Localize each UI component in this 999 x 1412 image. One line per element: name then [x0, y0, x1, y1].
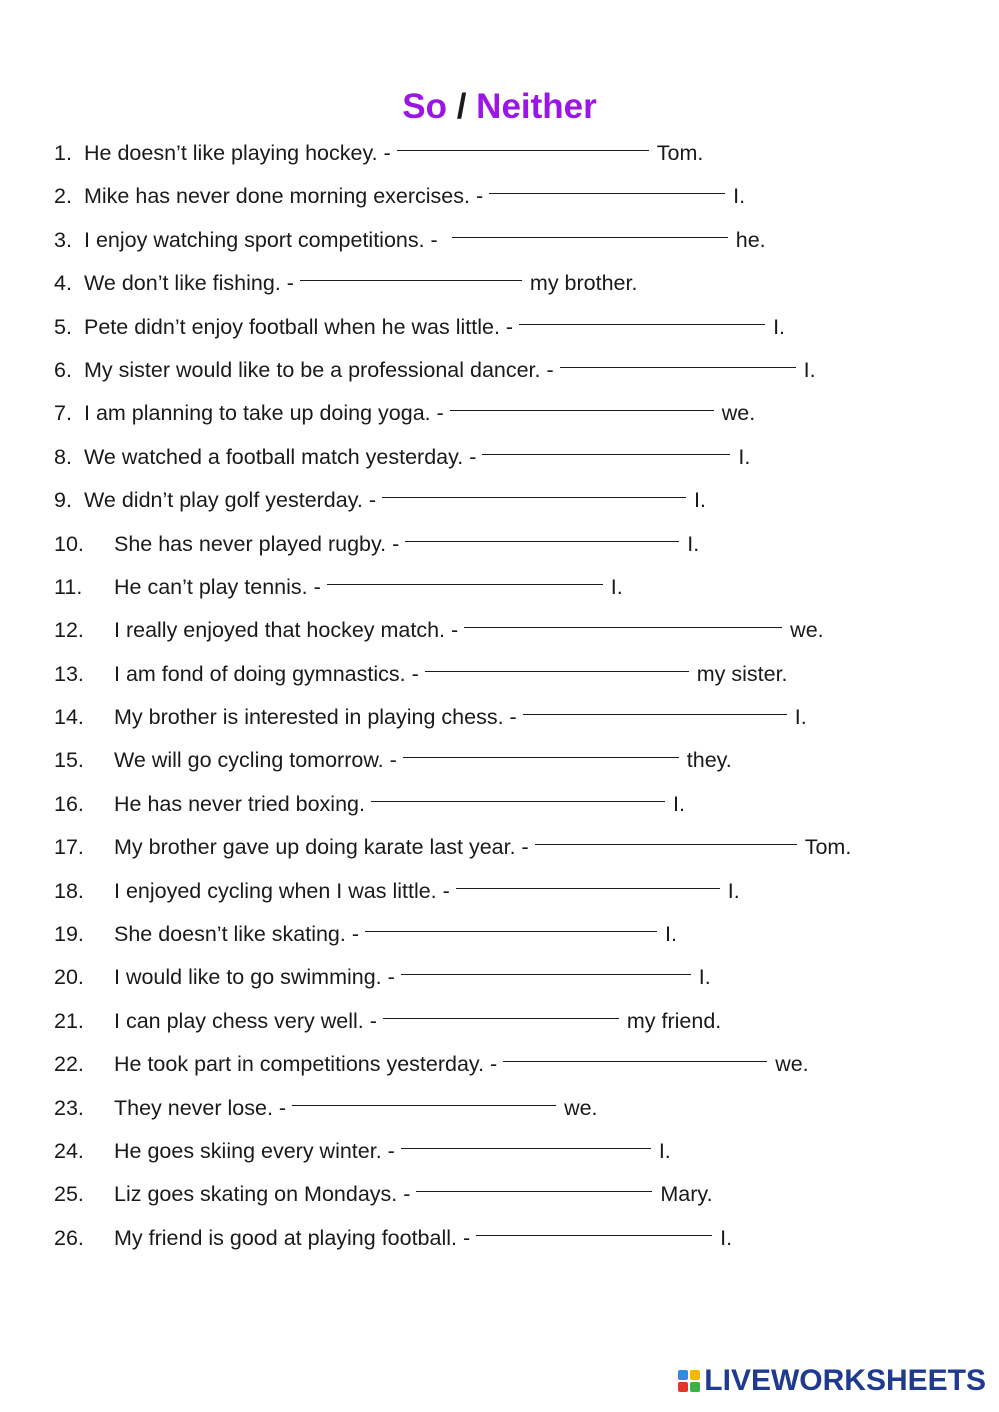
item-sentence: My sister would like to be a professional dancer. -	[84, 357, 554, 382]
item-subject: he.	[735, 227, 766, 252]
item-number: 3.	[54, 227, 72, 252]
item-subject: my sister.	[696, 661, 788, 686]
exercise-item	[54, 1043, 974, 1086]
exercise-item	[54, 566, 974, 609]
answer-blank[interactable]	[450, 392, 714, 411]
item-sentence: He can’t play tennis. -	[114, 574, 321, 599]
exercise-item	[54, 870, 974, 913]
item-sentence: Pete didn’t enjoy football when he was little. -	[84, 314, 514, 339]
item-subject: Tom.	[804, 835, 852, 860]
item-number: 9.	[54, 488, 72, 513]
brand-name: LIVEWORKSHEETS	[704, 1364, 986, 1397]
answer-blank[interactable]	[405, 523, 679, 542]
exercise-item	[54, 1000, 974, 1043]
item-sentence: We didn’t play golf yesterday. -	[84, 488, 376, 513]
answer-blank[interactable]	[383, 1000, 619, 1019]
item-subject: I.	[727, 878, 740, 903]
item-number: 20.	[54, 965, 84, 990]
item-number: 25.	[54, 1182, 84, 1207]
exercise-item	[54, 349, 974, 392]
item-sentence: My friend is good at playing football. -	[114, 1225, 471, 1250]
answer-blank[interactable]	[503, 1043, 767, 1062]
title-so: So	[402, 87, 447, 126]
exercise-item	[54, 913, 974, 956]
title-neither: Neither	[476, 87, 597, 126]
item-sentence: We will go cycling tomorrow. -	[114, 748, 397, 773]
exercise-item	[54, 826, 974, 869]
answer-blank[interactable]	[482, 436, 730, 455]
item-number: 2.	[54, 184, 72, 209]
item-subject: I.	[698, 965, 711, 990]
item-subject: I.	[794, 705, 807, 730]
exercise-item	[54, 523, 974, 566]
item-number: 14.	[54, 705, 84, 730]
answer-blank[interactable]	[292, 1087, 556, 1106]
item-subject: Mary.	[660, 1182, 713, 1207]
item-subject: we.	[721, 401, 756, 426]
item-subject: I.	[687, 531, 700, 556]
answer-blank[interactable]	[401, 956, 691, 975]
answer-blank[interactable]	[519, 306, 765, 325]
answer-blank[interactable]	[456, 870, 720, 889]
exercise-item	[54, 479, 974, 522]
exercise-item	[54, 392, 974, 435]
answer-blank[interactable]	[523, 696, 787, 715]
item-sentence: I enjoy watching sport competitions. -	[84, 227, 438, 252]
item-sentence: Mike has never done morning exercises. -	[84, 184, 484, 209]
exercise-item	[54, 653, 974, 696]
answer-blank[interactable]	[464, 609, 782, 628]
item-subject: I.	[693, 488, 706, 513]
item-subject: they.	[686, 748, 732, 773]
item-sentence: I really enjoyed that hockey match. -	[114, 618, 459, 643]
answer-blank[interactable]	[560, 349, 796, 368]
exercise-item	[54, 132, 974, 175]
item-sentence: He has never tried boxing.	[114, 791, 365, 816]
item-number: 5.	[54, 314, 72, 339]
title-separator: /	[456, 87, 467, 126]
answer-blank[interactable]	[300, 262, 522, 281]
item-subject: I.	[733, 184, 746, 209]
item-number: 15.	[54, 748, 84, 773]
item-subject: I.	[738, 444, 751, 469]
exercise-item	[54, 956, 974, 999]
item-subject: I.	[803, 357, 816, 382]
item-sentence: I am planning to take up doing yoga. -	[84, 401, 444, 426]
answer-blank[interactable]	[382, 479, 686, 498]
item-sentence: We don’t like fishing. -	[84, 271, 294, 296]
answer-blank[interactable]	[371, 783, 665, 802]
exercise-item	[54, 436, 974, 479]
answer-blank[interactable]	[476, 1217, 712, 1236]
item-number: 26.	[54, 1225, 84, 1250]
exercise-item	[54, 696, 974, 739]
item-subject: I.	[610, 574, 623, 599]
item-number: 12.	[54, 618, 84, 643]
exercise-item	[54, 609, 974, 652]
exercise-item	[54, 219, 974, 262]
exercise-item	[54, 1087, 974, 1130]
answer-blank[interactable]	[489, 175, 725, 194]
exercise-item	[54, 1130, 974, 1173]
item-number: 13.	[54, 661, 84, 686]
item-sentence: They never lose. -	[114, 1095, 287, 1120]
item-sentence: He took part in competitions yesterday. -	[114, 1052, 498, 1077]
item-subject: I.	[665, 922, 677, 947]
liveworksheets-brand	[678, 1364, 986, 1398]
item-number: 21.	[54, 1008, 84, 1033]
item-sentence: We watched a football match yesterday. -	[84, 444, 477, 469]
answer-blank[interactable]	[327, 566, 603, 585]
item-number: 16.	[54, 791, 84, 816]
item-number: 11.	[54, 574, 83, 599]
item-number: 7.	[54, 401, 72, 426]
item-number: 22.	[54, 1052, 84, 1077]
item-number: 8.	[54, 444, 72, 469]
item-number: 18.	[54, 878, 84, 903]
exercise-item	[54, 1173, 974, 1216]
item-sentence: He doesn’t like playing hockey. -	[84, 141, 391, 165]
exercise-list	[54, 132, 974, 1260]
exercise-item	[54, 783, 974, 826]
item-subject: I.	[658, 1138, 671, 1163]
item-sentence: Liz goes skating on Mondays. -	[114, 1182, 411, 1207]
answer-blank[interactable]	[452, 219, 728, 238]
item-number: 23.	[54, 1095, 84, 1120]
item-sentence: She doesn’t like skating. -	[114, 922, 359, 947]
answer-blank[interactable]	[535, 826, 797, 845]
item-number: 6.	[54, 357, 72, 382]
exercise-item	[54, 739, 974, 782]
item-sentence: He goes skiing every winter. -	[114, 1138, 395, 1163]
item-subject: my brother.	[529, 271, 638, 296]
item-subject: we.	[775, 1052, 809, 1077]
item-sentence: I can play chess very well. -	[114, 1008, 377, 1033]
item-number: 19.	[54, 922, 84, 947]
answer-blank[interactable]	[425, 653, 689, 672]
item-sentence: My brother is interested in playing chess. -	[114, 705, 517, 730]
item-number: 24.	[54, 1138, 84, 1163]
page-title	[0, 86, 999, 128]
item-subject: I.	[773, 314, 786, 339]
liveworksheets-logo-icon	[678, 1370, 700, 1392]
answer-blank[interactable]	[365, 913, 657, 932]
item-subject: I.	[720, 1225, 733, 1250]
item-number: 17.	[54, 835, 84, 860]
item-number: 4.	[54, 271, 72, 296]
item-subject: Tom.	[656, 141, 704, 165]
item-sentence: She has never played rugby. -	[114, 531, 400, 556]
item-subject: we.	[564, 1095, 598, 1120]
exercise-item	[54, 306, 974, 349]
item-number: 10.	[54, 531, 84, 556]
exercise-item	[54, 1217, 974, 1260]
item-subject: I.	[672, 791, 685, 816]
answer-blank[interactable]	[401, 1130, 651, 1149]
item-subject: we.	[790, 618, 824, 643]
exercise-item	[54, 262, 974, 305]
item-sentence: I enjoyed cycling when I was little. -	[114, 878, 450, 903]
item-number: 1.	[54, 141, 72, 165]
answer-blank[interactable]	[403, 739, 679, 758]
item-sentence: I would like to go swimming. -	[114, 965, 395, 990]
exercise-item	[54, 175, 974, 218]
answer-blank[interactable]	[416, 1173, 652, 1192]
item-subject: my friend.	[626, 1008, 722, 1033]
item-sentence: My brother gave up doing karate last year. -	[114, 835, 529, 860]
answer-blank[interactable]	[397, 132, 649, 151]
item-sentence: I am fond of doing gymnastics. -	[114, 661, 419, 686]
